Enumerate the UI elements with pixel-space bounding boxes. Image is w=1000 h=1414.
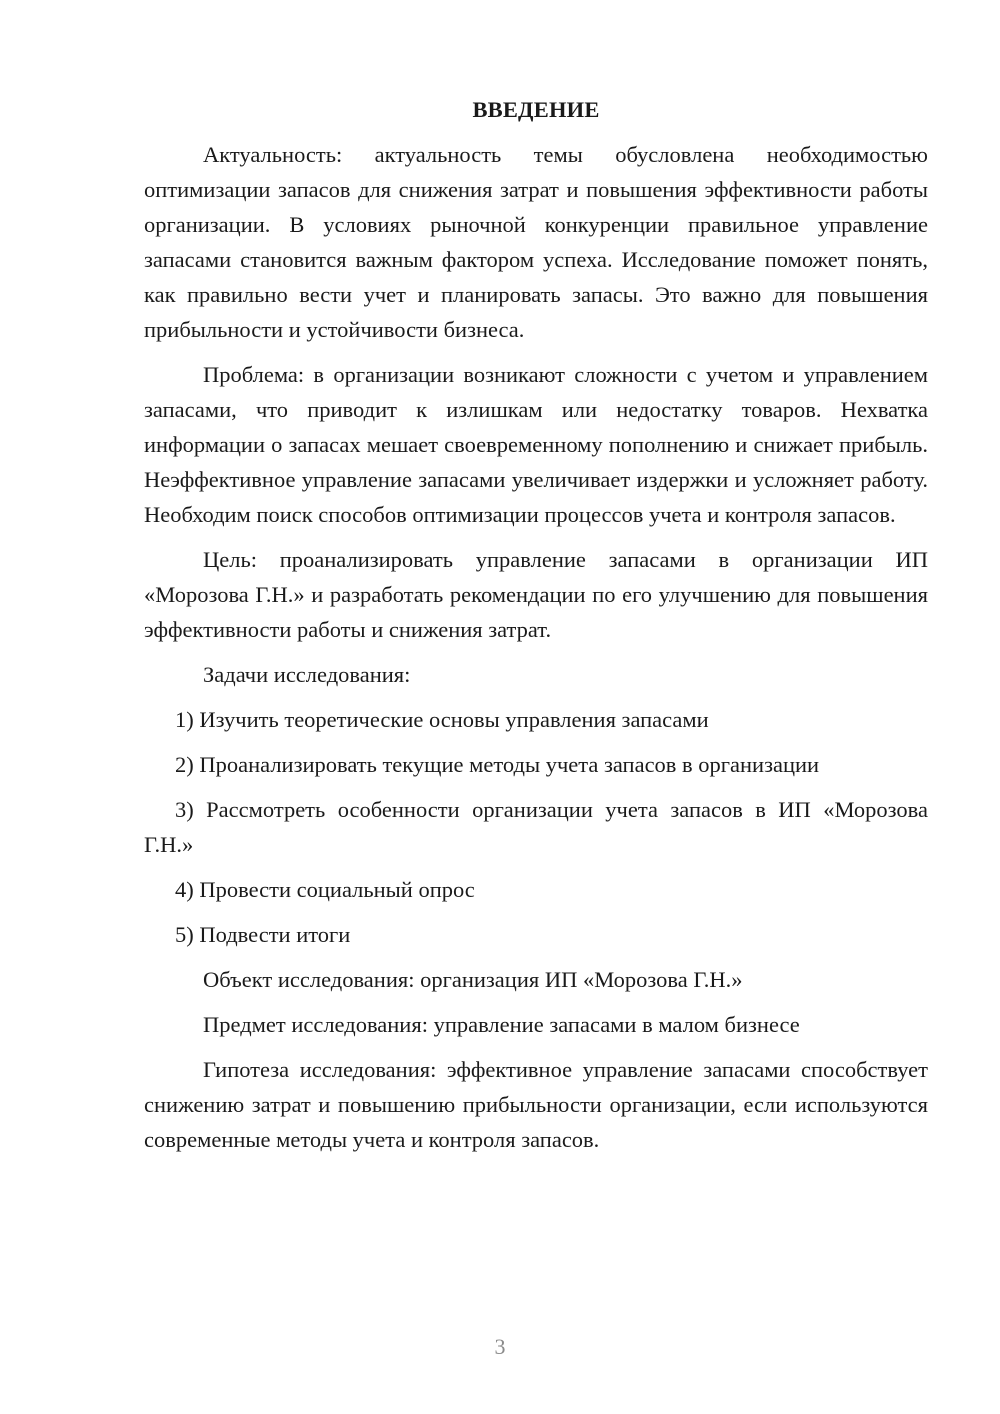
problem-paragraph: Проблема: в организации возникают сложности с учетом и управлением запасами, что приводит к излишкам или недостатку товаров. Нехватка информации о запасах мешает своевременному пополнению и снижает прибыль. Неэффективное управление запасами увеличивает издержки и усложняет работу. Необходим поиск способов оптимизации процессов учета и контроля запасов. xyxy=(144,362,928,527)
page-title: ВВЕДЕНИЕ xyxy=(472,97,600,122)
task-item: 1) Изучить теоретические основы управления запасами xyxy=(175,707,709,732)
task-item: 3) Рассмотреть особенности организации учета запасов в ИП «Морозова Г.Н.» xyxy=(144,797,928,857)
task-item: 4) Провести социальный опрос xyxy=(175,877,475,902)
object-paragraph: Объект исследования: организация ИП «Морозова Г.Н.» xyxy=(203,967,743,992)
goal-paragraph: Цель: проанализировать управление запасами в организации ИП «Морозова Г.Н.» и разработать рекомендации по его улучшению для повышения эффективности работы и снижения затрат. xyxy=(144,547,928,642)
subject-paragraph: Предмет исследования: управление запасами в малом бизнесе xyxy=(203,1012,800,1037)
relevance-paragraph: Актуальность: актуальность темы обусловлена необходимостью оптимизации запасов для снижения затрат и повышения эффективности работы организации. В условиях рыночной конкуренции правильное управление запасами становится важным фактором успеха. Исследование поможет понять, как правильно вести учет и планировать запасы. Это важно для повышения прибыльности и устойчивости бизнеса. xyxy=(144,142,928,342)
tasks-heading: Задачи исследования: xyxy=(203,662,411,687)
task-item: 2) Проанализировать текущие методы учета запасов в организации xyxy=(175,752,820,777)
page-number: 3 xyxy=(494,1334,506,1359)
page-content xyxy=(144,92,928,1167)
task-item: 5) Подвести итоги xyxy=(175,922,351,947)
hypothesis-paragraph: Гипотеза исследования: эффективное управление запасами способствует снижению затрат и повышению прибыльности организации, если используются современные методы учета и контроля запасов. xyxy=(144,1057,928,1152)
